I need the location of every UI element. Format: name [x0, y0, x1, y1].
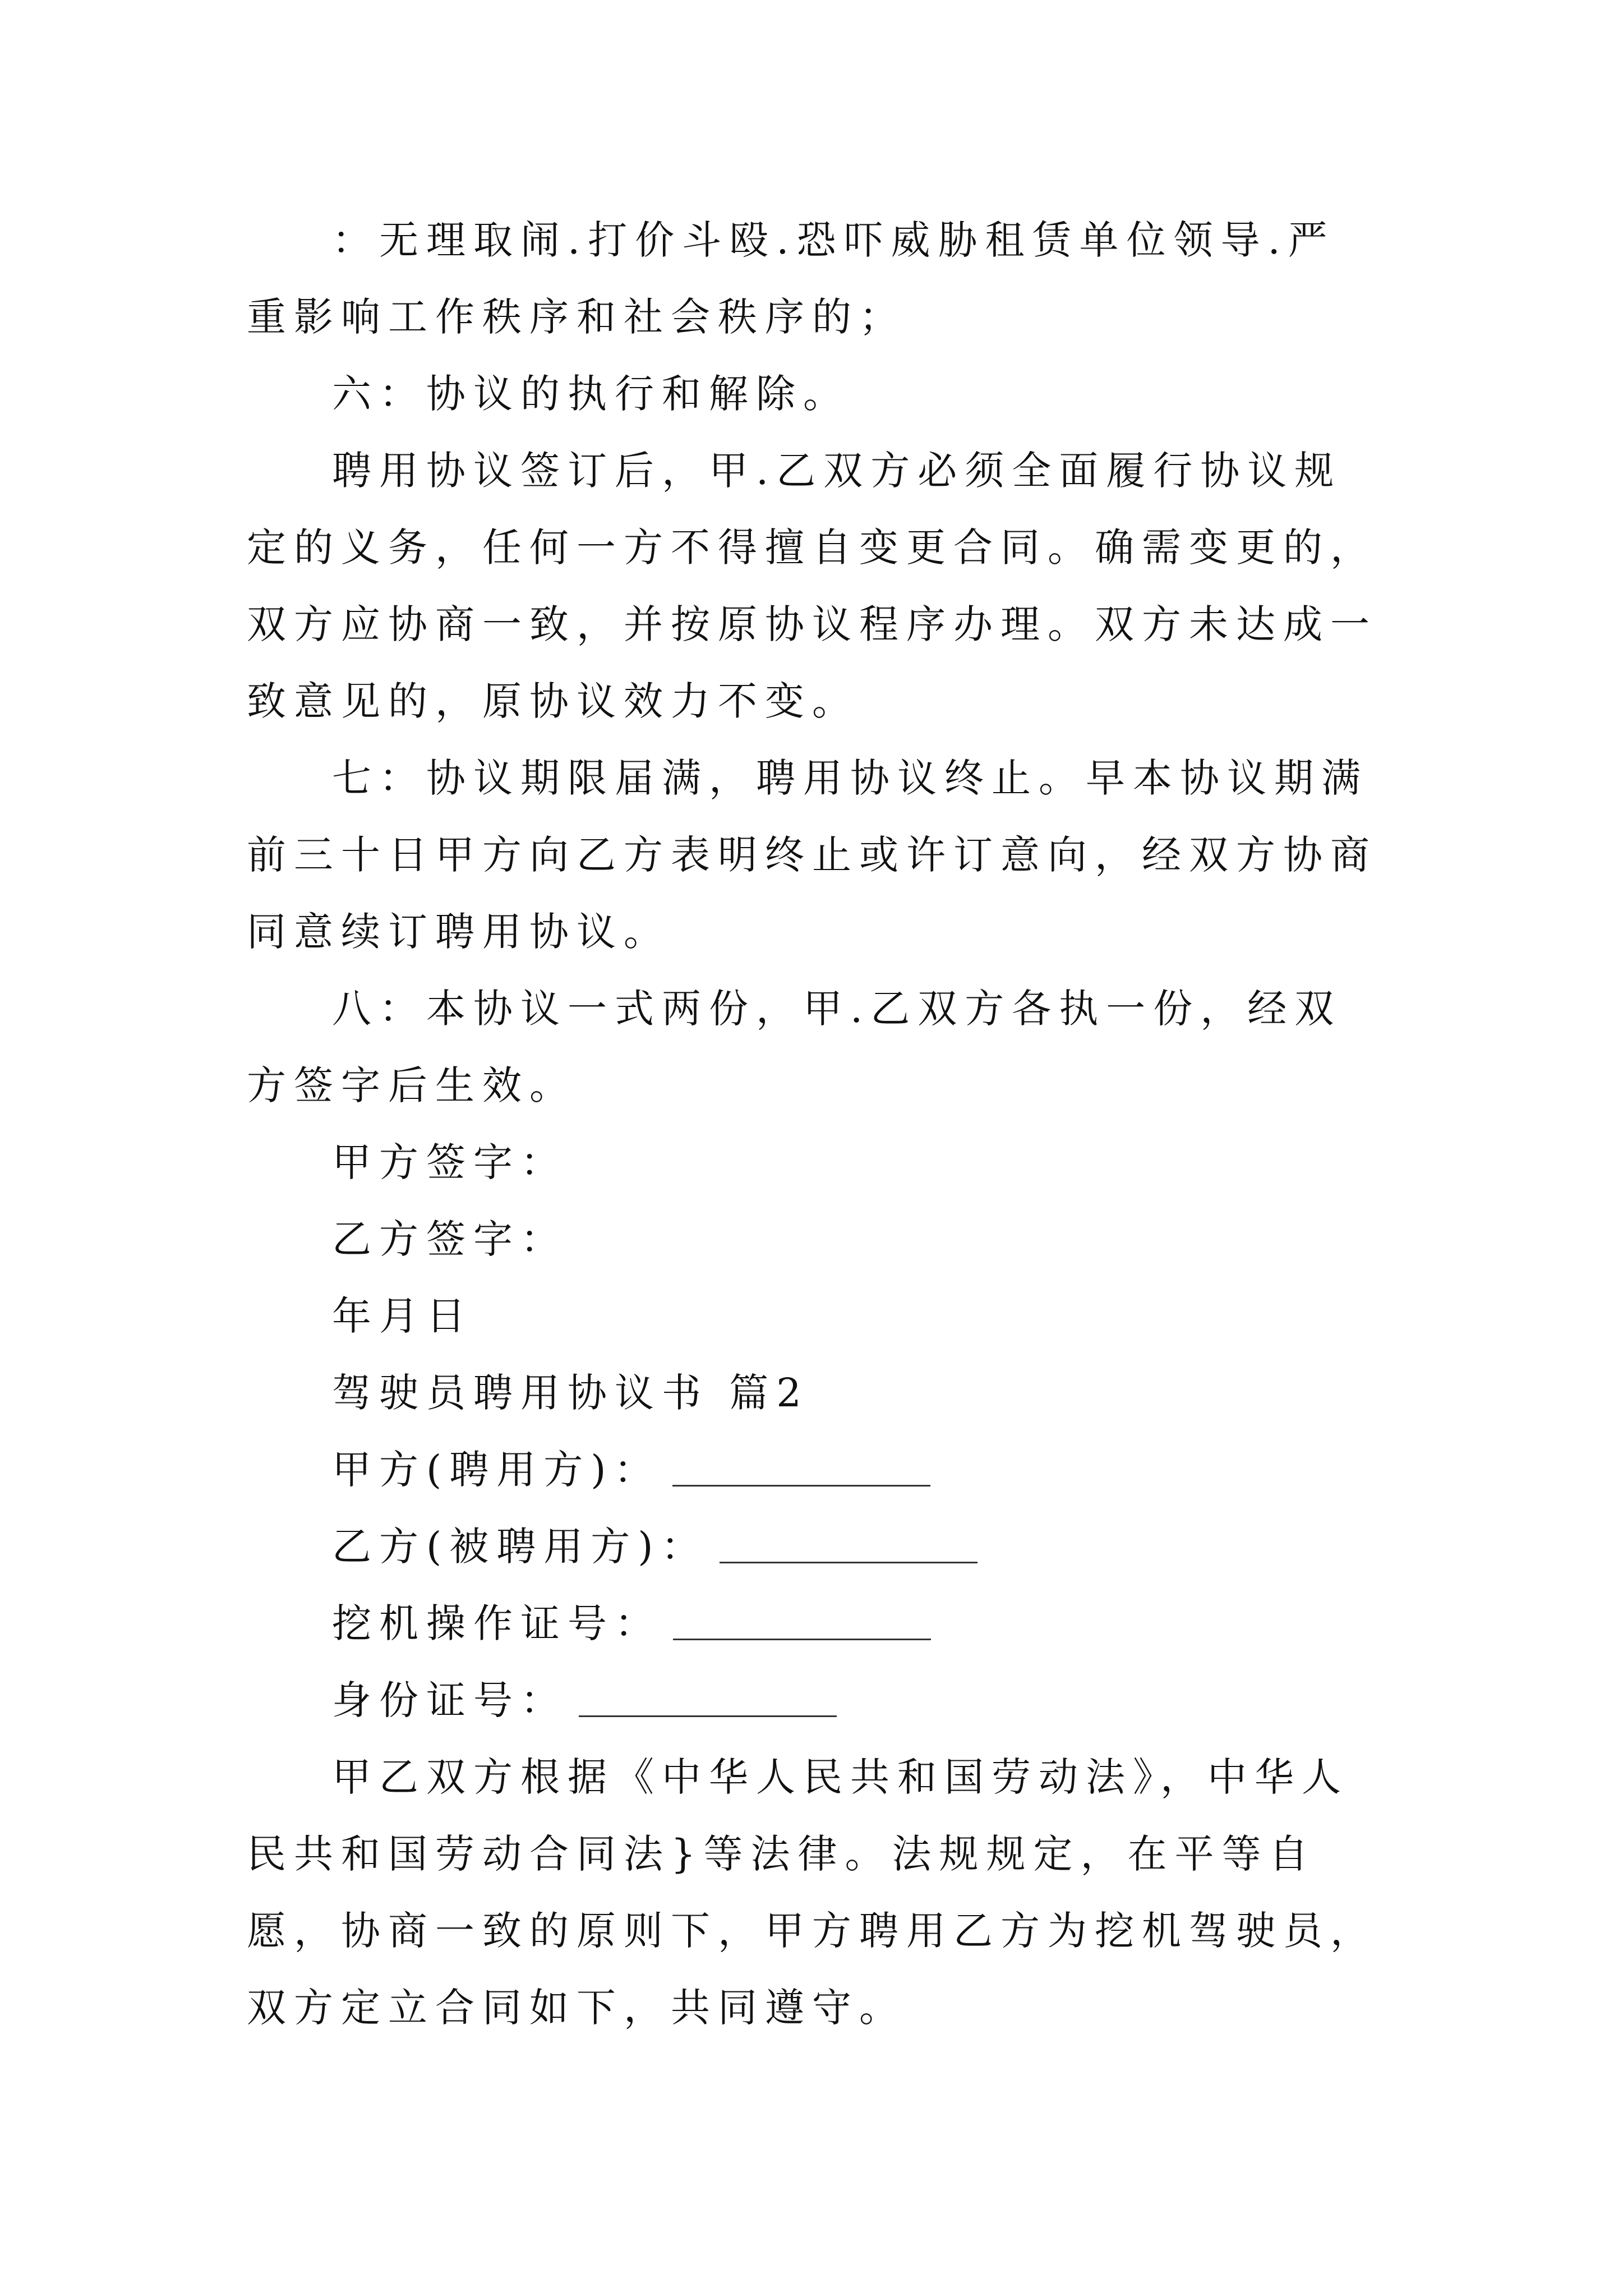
- signature-party-b: 乙方签字：: [332, 1216, 568, 1262]
- field-id-number-label: 身份证号：: [332, 1677, 568, 1723]
- date-line: 年月日: [332, 1293, 473, 1339]
- field-employee: [247, 1508, 1380, 1585]
- paragraph-copies: 八：本协议一式两份，甲.乙双方各执一份，经双方签字后生效。: [247, 986, 1342, 1108]
- paragraph-legal-basis: 甲乙双方根据《中华人民共和国劳动法》，中华人民共和国劳动合同法}等法律。法规规定，在平等自愿，协商一致的原则下，甲方聘用乙方为挖机驾驶员，双方定立合同如下，共同遵守。: [247, 1754, 1377, 2031]
- field-employee-blank: [720, 1522, 978, 1563]
- field-employee-label: 乙方(被聘用方)：: [332, 1524, 708, 1570]
- section-title: 驾驶员聘用协议书 篇2: [332, 1370, 809, 1416]
- field-employer-blank: [672, 1446, 930, 1487]
- field-employer-label: 甲方(聘用方)：: [332, 1447, 661, 1493]
- field-operator-cert-blank: [673, 1599, 931, 1640]
- heading-execution-termination: 六：协议的执行和解除。: [332, 371, 850, 417]
- field-operator-cert-label: 挖机操作证号：: [332, 1600, 662, 1646]
- paragraph-misconduct-clause: ：无理取闹.打价斗殴.恐吓威胁租赁单位领导.严重影响工作秩序和社会秩序的；: [247, 217, 1335, 340]
- field-id-number-blank: [579, 1676, 837, 1717]
- field-id-number: [247, 1662, 1380, 1739]
- field-employer: [247, 1432, 1380, 1508]
- document-body: [247, 202, 1380, 2046]
- signature-party-a: 甲方签字：: [332, 1139, 568, 1185]
- paragraph-performance: 聘用协议签订后，甲.乙双方必须全面履行协议规定的义务，任何一方不得擅自变更合同。确需变更的，双方应协商一致，并按原协议程序办理。双方未达成一致意见的，原协议效力不变。: [247, 448, 1377, 724]
- field-operator-cert: [247, 1585, 1380, 1662]
- paragraph-term-expiry: 七：协议期限届满，聘用协议终止。早本协议期满前三十日甲方向乙方表明终止或许订意向，经双方协商同意续订聘用协议。: [247, 755, 1377, 955]
